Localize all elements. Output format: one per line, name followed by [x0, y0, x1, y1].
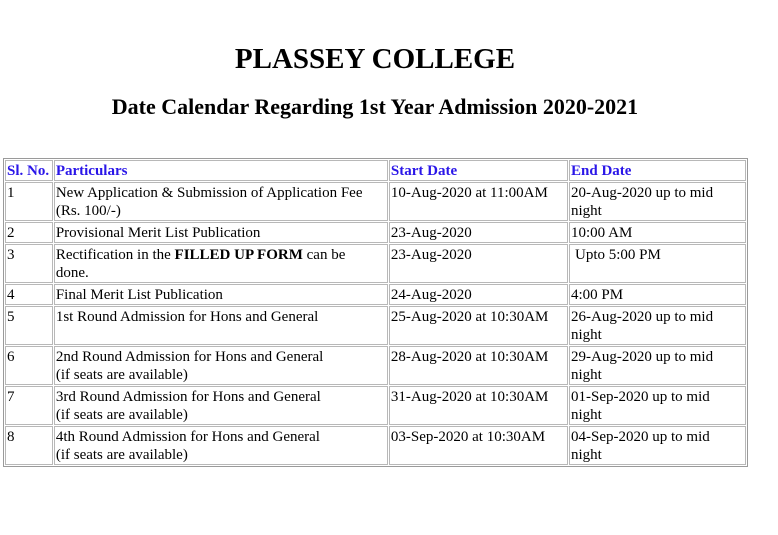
particulars-note: done. [55, 265, 89, 281]
cell-end-date: 10:00 AM [569, 222, 746, 243]
particulars-text-bold: FILLED UP FORM [174, 247, 303, 263]
end-date-text: 04-Sep-2020 up to mid [571, 429, 710, 445]
cell-particulars [54, 426, 388, 465]
end-date-text: 29-Aug-2020 up to mid [571, 349, 714, 365]
cell-sl-no: 5 [5, 306, 53, 345]
end-date-note: night [571, 407, 602, 423]
table-row [5, 386, 746, 425]
cell-particulars [54, 346, 388, 385]
cell-sl-no: 4 [5, 284, 53, 305]
admission-calendar-table [3, 158, 748, 467]
college-title: PLASSEY COLLEGE [234, 43, 516, 75]
column-header-start-date: Start Date [389, 160, 568, 181]
particulars-text: 3rd Round Admission for Hons and General [55, 389, 321, 405]
column-header-sl-no: Sl. No. [5, 160, 53, 181]
page-subtitle: Date Calendar Regarding 1st Year Admission 2020-2021 [111, 94, 639, 119]
particulars-note: (if seats are available) [55, 447, 188, 463]
cell-end-date [569, 426, 746, 465]
end-date-note: night [571, 367, 602, 383]
cell-particulars: 1st Round Admission for Hons and General [54, 306, 388, 345]
particulars-text-pre: Rectification in the [55, 247, 175, 263]
end-date-note: night [571, 447, 602, 463]
end-date-text: 26-Aug-2020 up to mid [571, 309, 714, 325]
cell-sl-no: 8 [5, 426, 53, 465]
table-row [5, 222, 746, 243]
cell-start-date: 24-Aug-2020 [389, 284, 568, 305]
particulars-text: 2nd Round Admission for Hons and General [55, 349, 324, 365]
cell-end-date [569, 182, 746, 221]
cell-sl-no: 1 [5, 182, 53, 221]
table-header-row [5, 160, 746, 181]
particulars-text: New Application & Submission of Application Fee [55, 185, 363, 201]
table-row [5, 346, 746, 385]
particulars-note: (Rs. 100/-) [55, 203, 121, 219]
cell-sl-no: 2 [5, 222, 53, 243]
cell-sl-no: 7 [5, 386, 53, 425]
table-row [5, 426, 746, 465]
cell-particulars: Final Merit List Publication [54, 284, 388, 305]
table-row [5, 306, 746, 345]
cell-start-date: 10-Aug-2020 at 11:00AM [389, 182, 568, 221]
cell-particulars: Provisional Merit List Publication [54, 222, 388, 243]
particulars-text-post: can be [302, 247, 346, 263]
cell-end-date [569, 244, 746, 283]
particulars-note: (if seats are available) [55, 367, 188, 383]
cell-start-date: 28-Aug-2020 at 10:30AM [389, 346, 568, 385]
cell-particulars [54, 386, 388, 425]
end-date-text: 20-Aug-2020 up to mid [571, 185, 714, 201]
cell-start-date: 03-Sep-2020 at 10:30AM [389, 426, 568, 465]
table-row [5, 182, 746, 221]
table-row [5, 244, 746, 283]
cell-start-date: 23-Aug-2020 [389, 222, 568, 243]
cell-end-date: 4:00 PM [569, 284, 746, 305]
cell-start-date: 25-Aug-2020 at 10:30AM [389, 306, 568, 345]
particulars-note: (if seats are available) [55, 407, 188, 423]
cell-start-date: 23-Aug-2020 [389, 244, 568, 283]
cell-end-date [569, 386, 746, 425]
column-header-end-date: End Date [569, 160, 746, 181]
cell-end-date [569, 306, 746, 345]
end-date-text: Upto 5:00 PM [575, 247, 661, 263]
cell-sl-no: 6 [5, 346, 53, 385]
cell-particulars [54, 244, 388, 283]
end-date-note: night [571, 327, 602, 343]
end-date-note: night [571, 203, 602, 219]
cell-sl-no: 3 [5, 244, 53, 283]
cell-particulars [54, 182, 388, 221]
table-row [5, 284, 746, 305]
column-header-particulars: Particulars [54, 160, 388, 181]
particulars-text: 4th Round Admission for Hons and General [55, 429, 320, 445]
end-date-text: 01-Sep-2020 up to mid [571, 389, 710, 405]
cell-start-date: 31-Aug-2020 at 10:30AM [389, 386, 568, 425]
cell-end-date [569, 346, 746, 385]
